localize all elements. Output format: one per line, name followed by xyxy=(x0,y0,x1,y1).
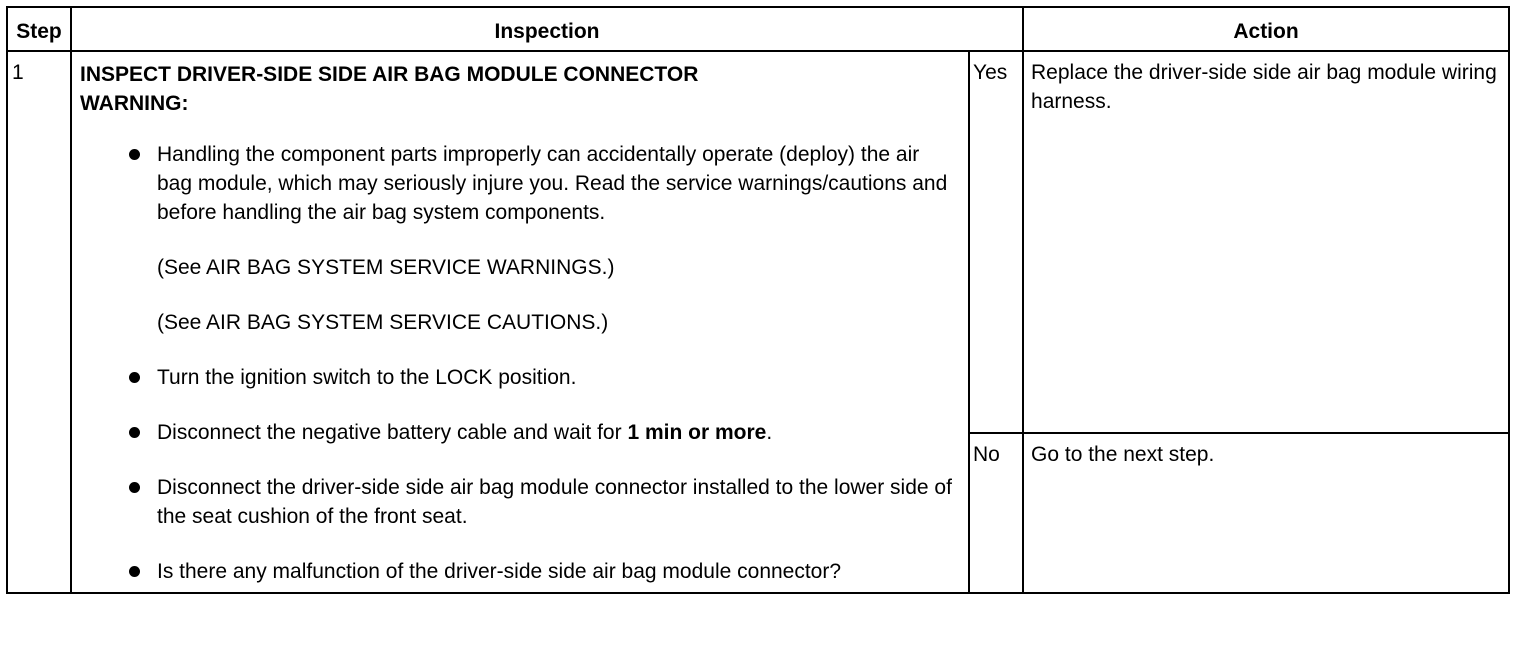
see-cautions-ref: (See AIR BAG SYSTEM SERVICE CAUTIONS.) xyxy=(157,311,609,334)
yes-action: Replace the driver-side side air bag module wiring harness. xyxy=(1023,51,1509,433)
bullet-icon xyxy=(129,566,140,577)
bullet-text: Handling the component parts improperly can accidentally operate (deploy) the air bag module, which may seriously injure you. Read the service warnings/cautions and before handling the air bag system components. xyxy=(157,143,948,224)
header-row xyxy=(7,7,1509,51)
bullet-icon xyxy=(129,482,140,493)
table-row-yes xyxy=(7,51,1509,433)
bullet-text: Is there any malfunction of the driver-side side air bag module connector? xyxy=(157,560,842,583)
list-item xyxy=(124,557,960,586)
inspection-cell xyxy=(71,51,969,593)
diagnostic-table xyxy=(6,6,1510,594)
no-label: No xyxy=(969,433,1023,593)
list-item xyxy=(124,363,960,392)
bullet-icon xyxy=(129,427,140,438)
no-action: Go to the next step. xyxy=(1023,433,1509,593)
header-inspection: Inspection xyxy=(71,7,1023,51)
bullet-text xyxy=(157,418,960,447)
yes-label: Yes xyxy=(969,51,1023,433)
bullet-icon xyxy=(129,149,140,160)
bullet-text-emphasis: 1 min or more xyxy=(627,421,767,444)
header-step: Step xyxy=(7,7,71,51)
bullet-icon xyxy=(129,372,140,383)
bullet-text: Turn the ignition switch to the LOCK position. xyxy=(157,366,577,389)
list-item xyxy=(124,473,960,531)
bullet-text: Disconnect the driver-side side air bag module connector installed to the lower side of the seat cushion of the front seat. xyxy=(157,476,952,528)
see-warnings-ref: (See AIR BAG SYSTEM SERVICE WARNINGS.) xyxy=(157,256,615,279)
bullet-text-start: Disconnect the negative battery cable and wait for xyxy=(157,421,628,444)
list-item xyxy=(124,140,960,337)
step-number: 1 xyxy=(7,51,71,593)
inspection-title xyxy=(80,60,960,118)
list-item xyxy=(124,418,960,447)
bullet-text-end: . xyxy=(766,421,773,444)
inspection-title-line2: WARNING: xyxy=(80,92,189,115)
header-action: Action xyxy=(1023,7,1509,51)
inspection-steps-list xyxy=(80,140,960,586)
inspection-title-line1: INSPECT DRIVER-SIDE SIDE AIR BAG MODULE CONNECTOR xyxy=(80,63,699,86)
